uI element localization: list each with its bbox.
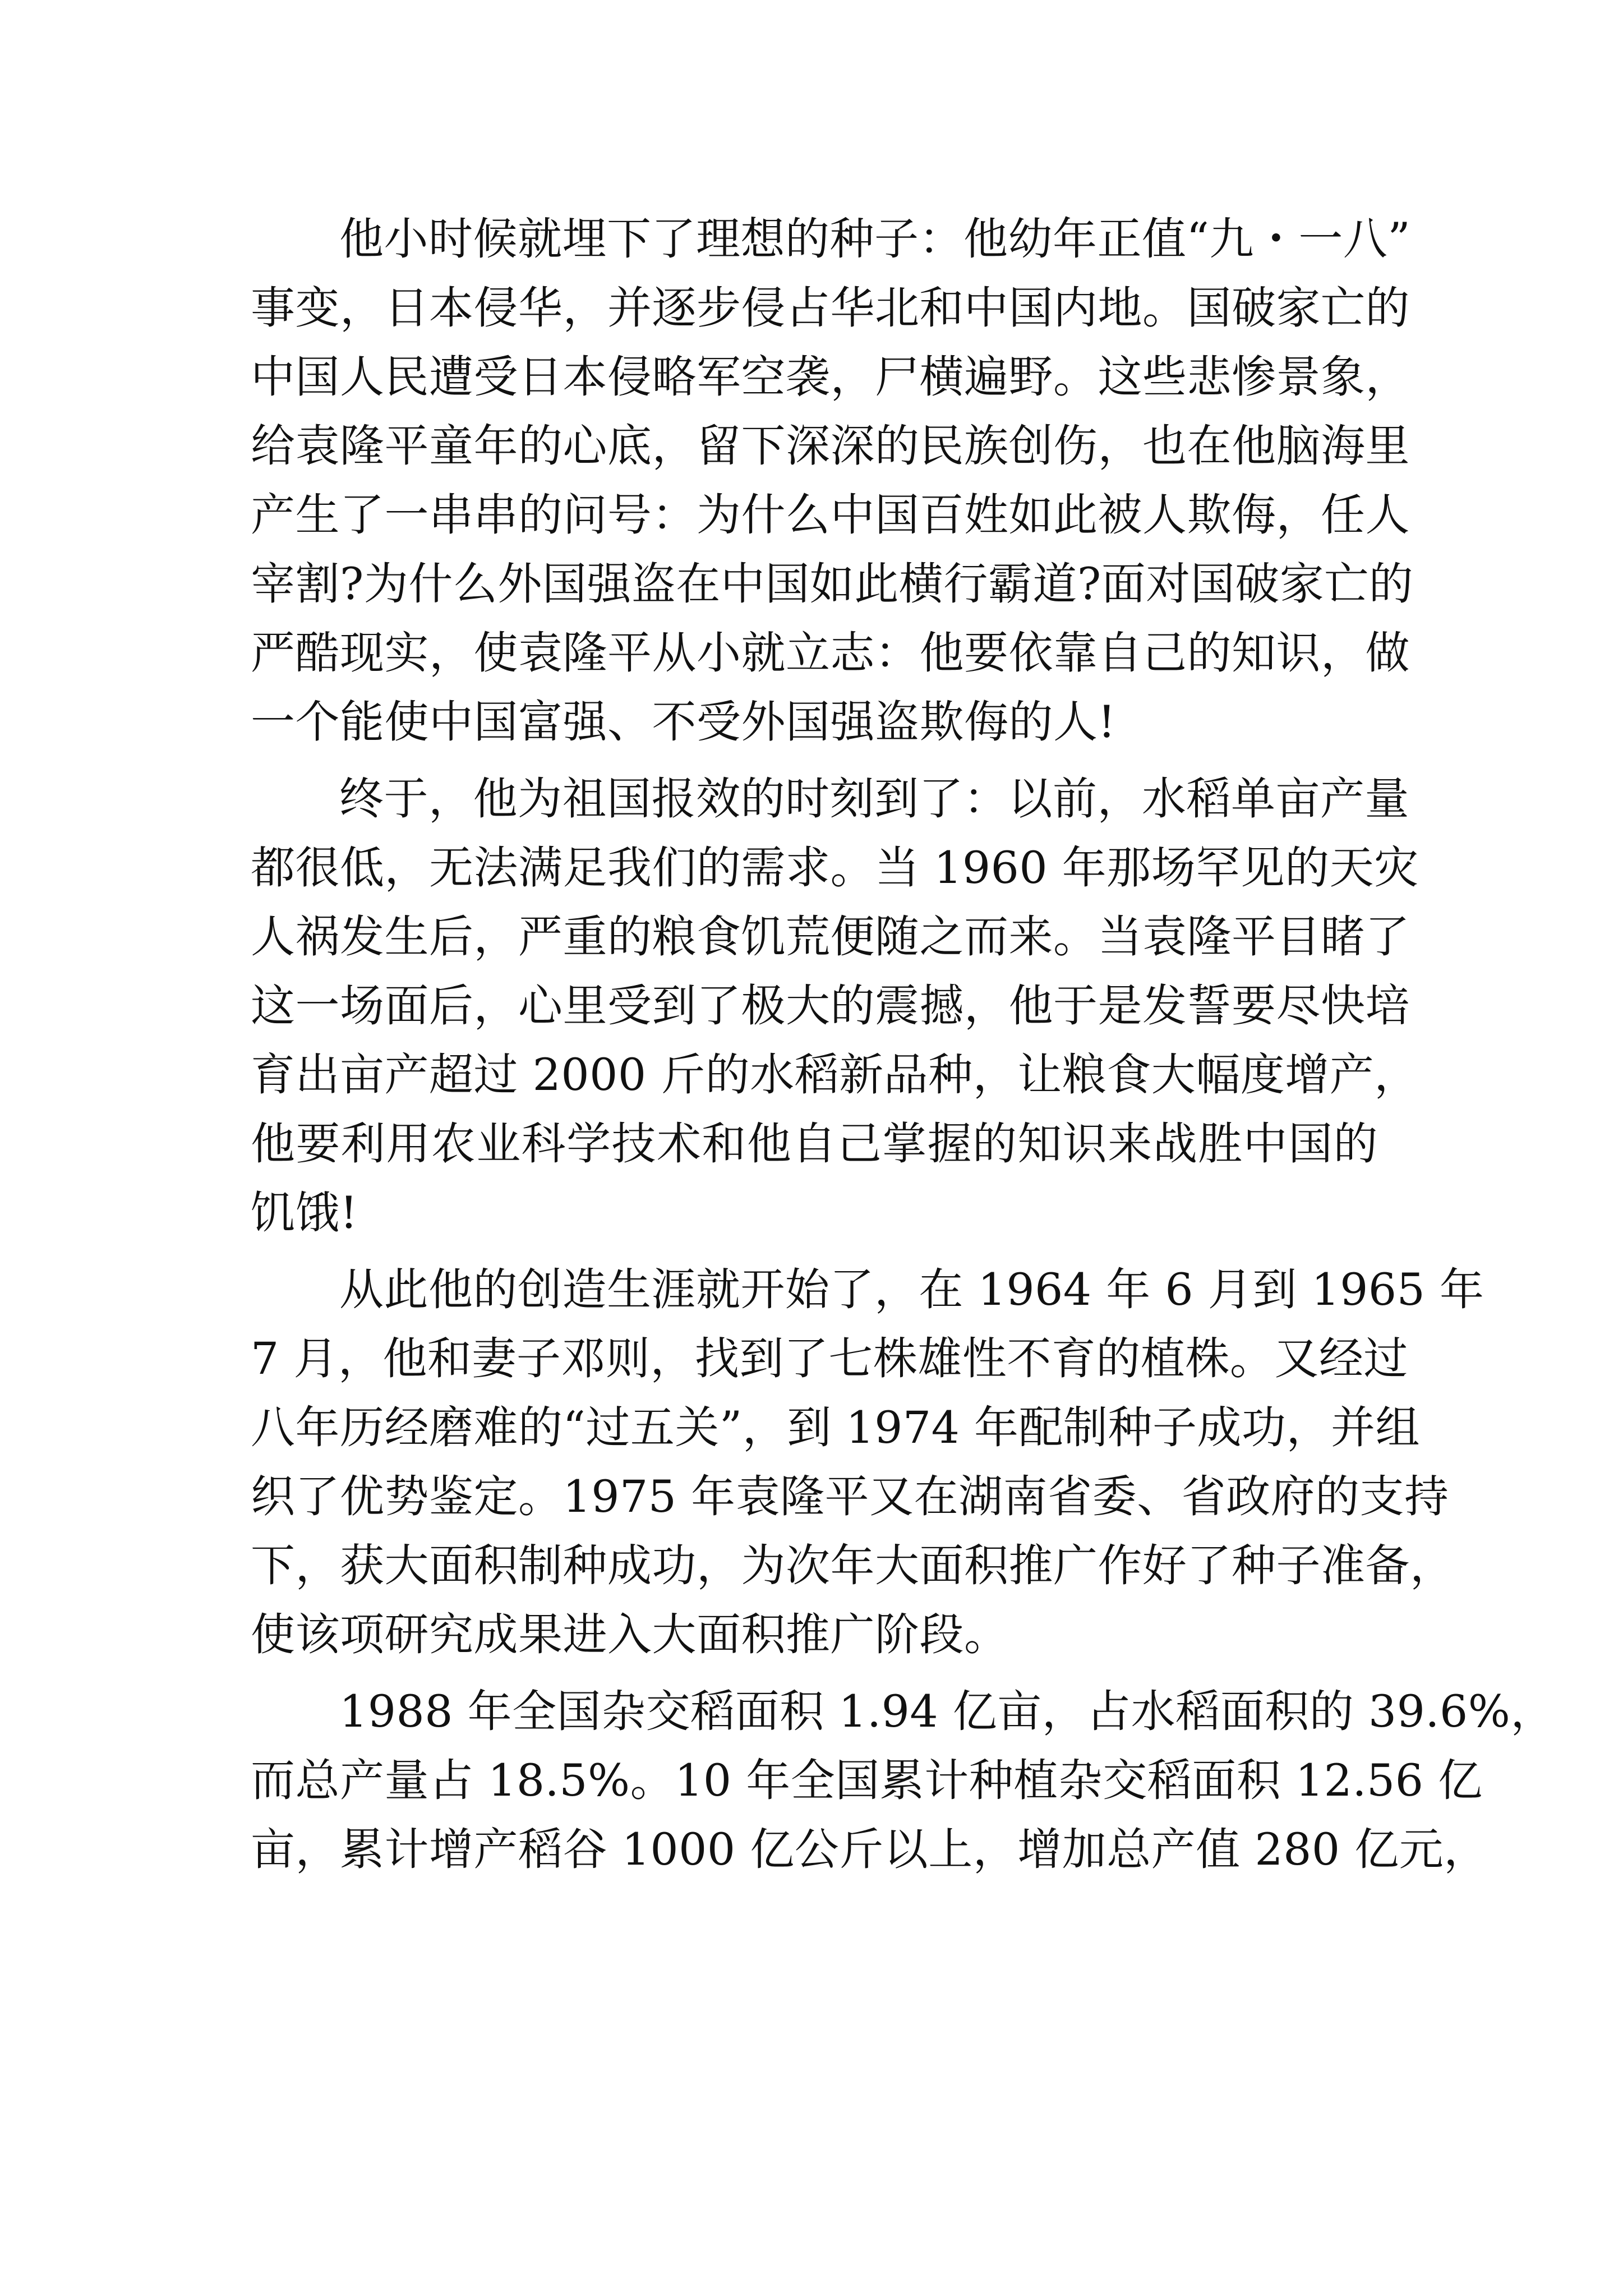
text-line: 这一场面后，心里受到了极大的震撼，他于是发誓要尽快培 bbox=[251, 980, 1410, 1032]
text-line: 从此他的创造生涯就开始了，在 1964 年 6 月到 1965 年 bbox=[339, 1264, 1484, 1315]
text-line: 严酷现实，使袁隆平从小就立志：他要依靠自己的知识，做 bbox=[251, 627, 1410, 679]
text-line: 亩，累计增产稻谷 1000 亿公斤以上，增加总产值 280 亿元， bbox=[251, 1824, 1488, 1875]
text-line: 他小时候就埋下了理想的种子：他幼年正值“九・一八” bbox=[339, 213, 1411, 265]
paragraph-3 bbox=[251, 1255, 1484, 1669]
text-line: 事变，日本侵华，并逐步侵占华北和中国内地。国破家亡的 bbox=[251, 282, 1410, 334]
paragraph-2 bbox=[251, 765, 1419, 1248]
text-line: 而总产量占 18.5%。10 年全国累计种植杂交稻面积 12.56 亿 bbox=[251, 1755, 1483, 1806]
text-line: 八年历经磨难的“过五关”，到 1974 年配制种子成功，并组 bbox=[251, 1402, 1421, 1453]
text-line: 人祸发生后，严重的粮食饥荒便随之而来。当袁隆平目睹了 bbox=[251, 911, 1410, 963]
text-line: 给袁隆平童年的心底，留下深深的民族创伤，也在他脑海里 bbox=[251, 420, 1410, 472]
body-text bbox=[251, 205, 1555, 1884]
text-line: 一个能使中国富强、不受外国强盗欺侮的人! bbox=[251, 696, 1116, 748]
text-line: 他要利用农业科学技术和他自己掌握的知识来战胜中国的 bbox=[251, 1118, 1378, 1170]
paragraph-4 bbox=[251, 1677, 1555, 1884]
text-line: 1988 年全国杂交稻面积 1.94 亿亩，占水稻面积的 39.6%， bbox=[339, 1686, 1555, 1737]
paragraph-1 bbox=[251, 205, 1414, 757]
text-line: 都很低，无法满足我们的需求。当 1960 年那场罕见的天灾 bbox=[251, 842, 1419, 894]
text-line: 终于，他为祖国报效的时刻到了：以前，水稻单亩产量 bbox=[339, 773, 1409, 825]
text-line: 7 月，他和妻子邓则，找到了七株雄性不育的植株。又经过 bbox=[251, 1333, 1408, 1384]
text-line: 宰割?为什么外国强盗在中国如此横行霸道?面对国破家亡的 bbox=[251, 558, 1414, 610]
text-line: 织了优势鉴定。1975 年袁隆平又在湖南省委、省政府的支持 bbox=[251, 1471, 1449, 1522]
text-line: 中国人民遭受日本侵略军空袭，尸横遍野。这些悲惨景象， bbox=[251, 351, 1410, 403]
text-line: 使该项研究成果进入大面积推广阶段。 bbox=[251, 1609, 1009, 1660]
text-line: 饥饿! bbox=[251, 1187, 358, 1239]
text-line: 产生了一串串的问号：为什么中国百姓如此被人欺侮，任人 bbox=[251, 489, 1410, 541]
text-line: 下，获大面积制种成功，为次年大面积推广作好了种子准备， bbox=[251, 1540, 1455, 1591]
text-line: 育出亩产超过 2000 斤的水稻新品种，让粮食大幅度增产， bbox=[251, 1049, 1419, 1101]
